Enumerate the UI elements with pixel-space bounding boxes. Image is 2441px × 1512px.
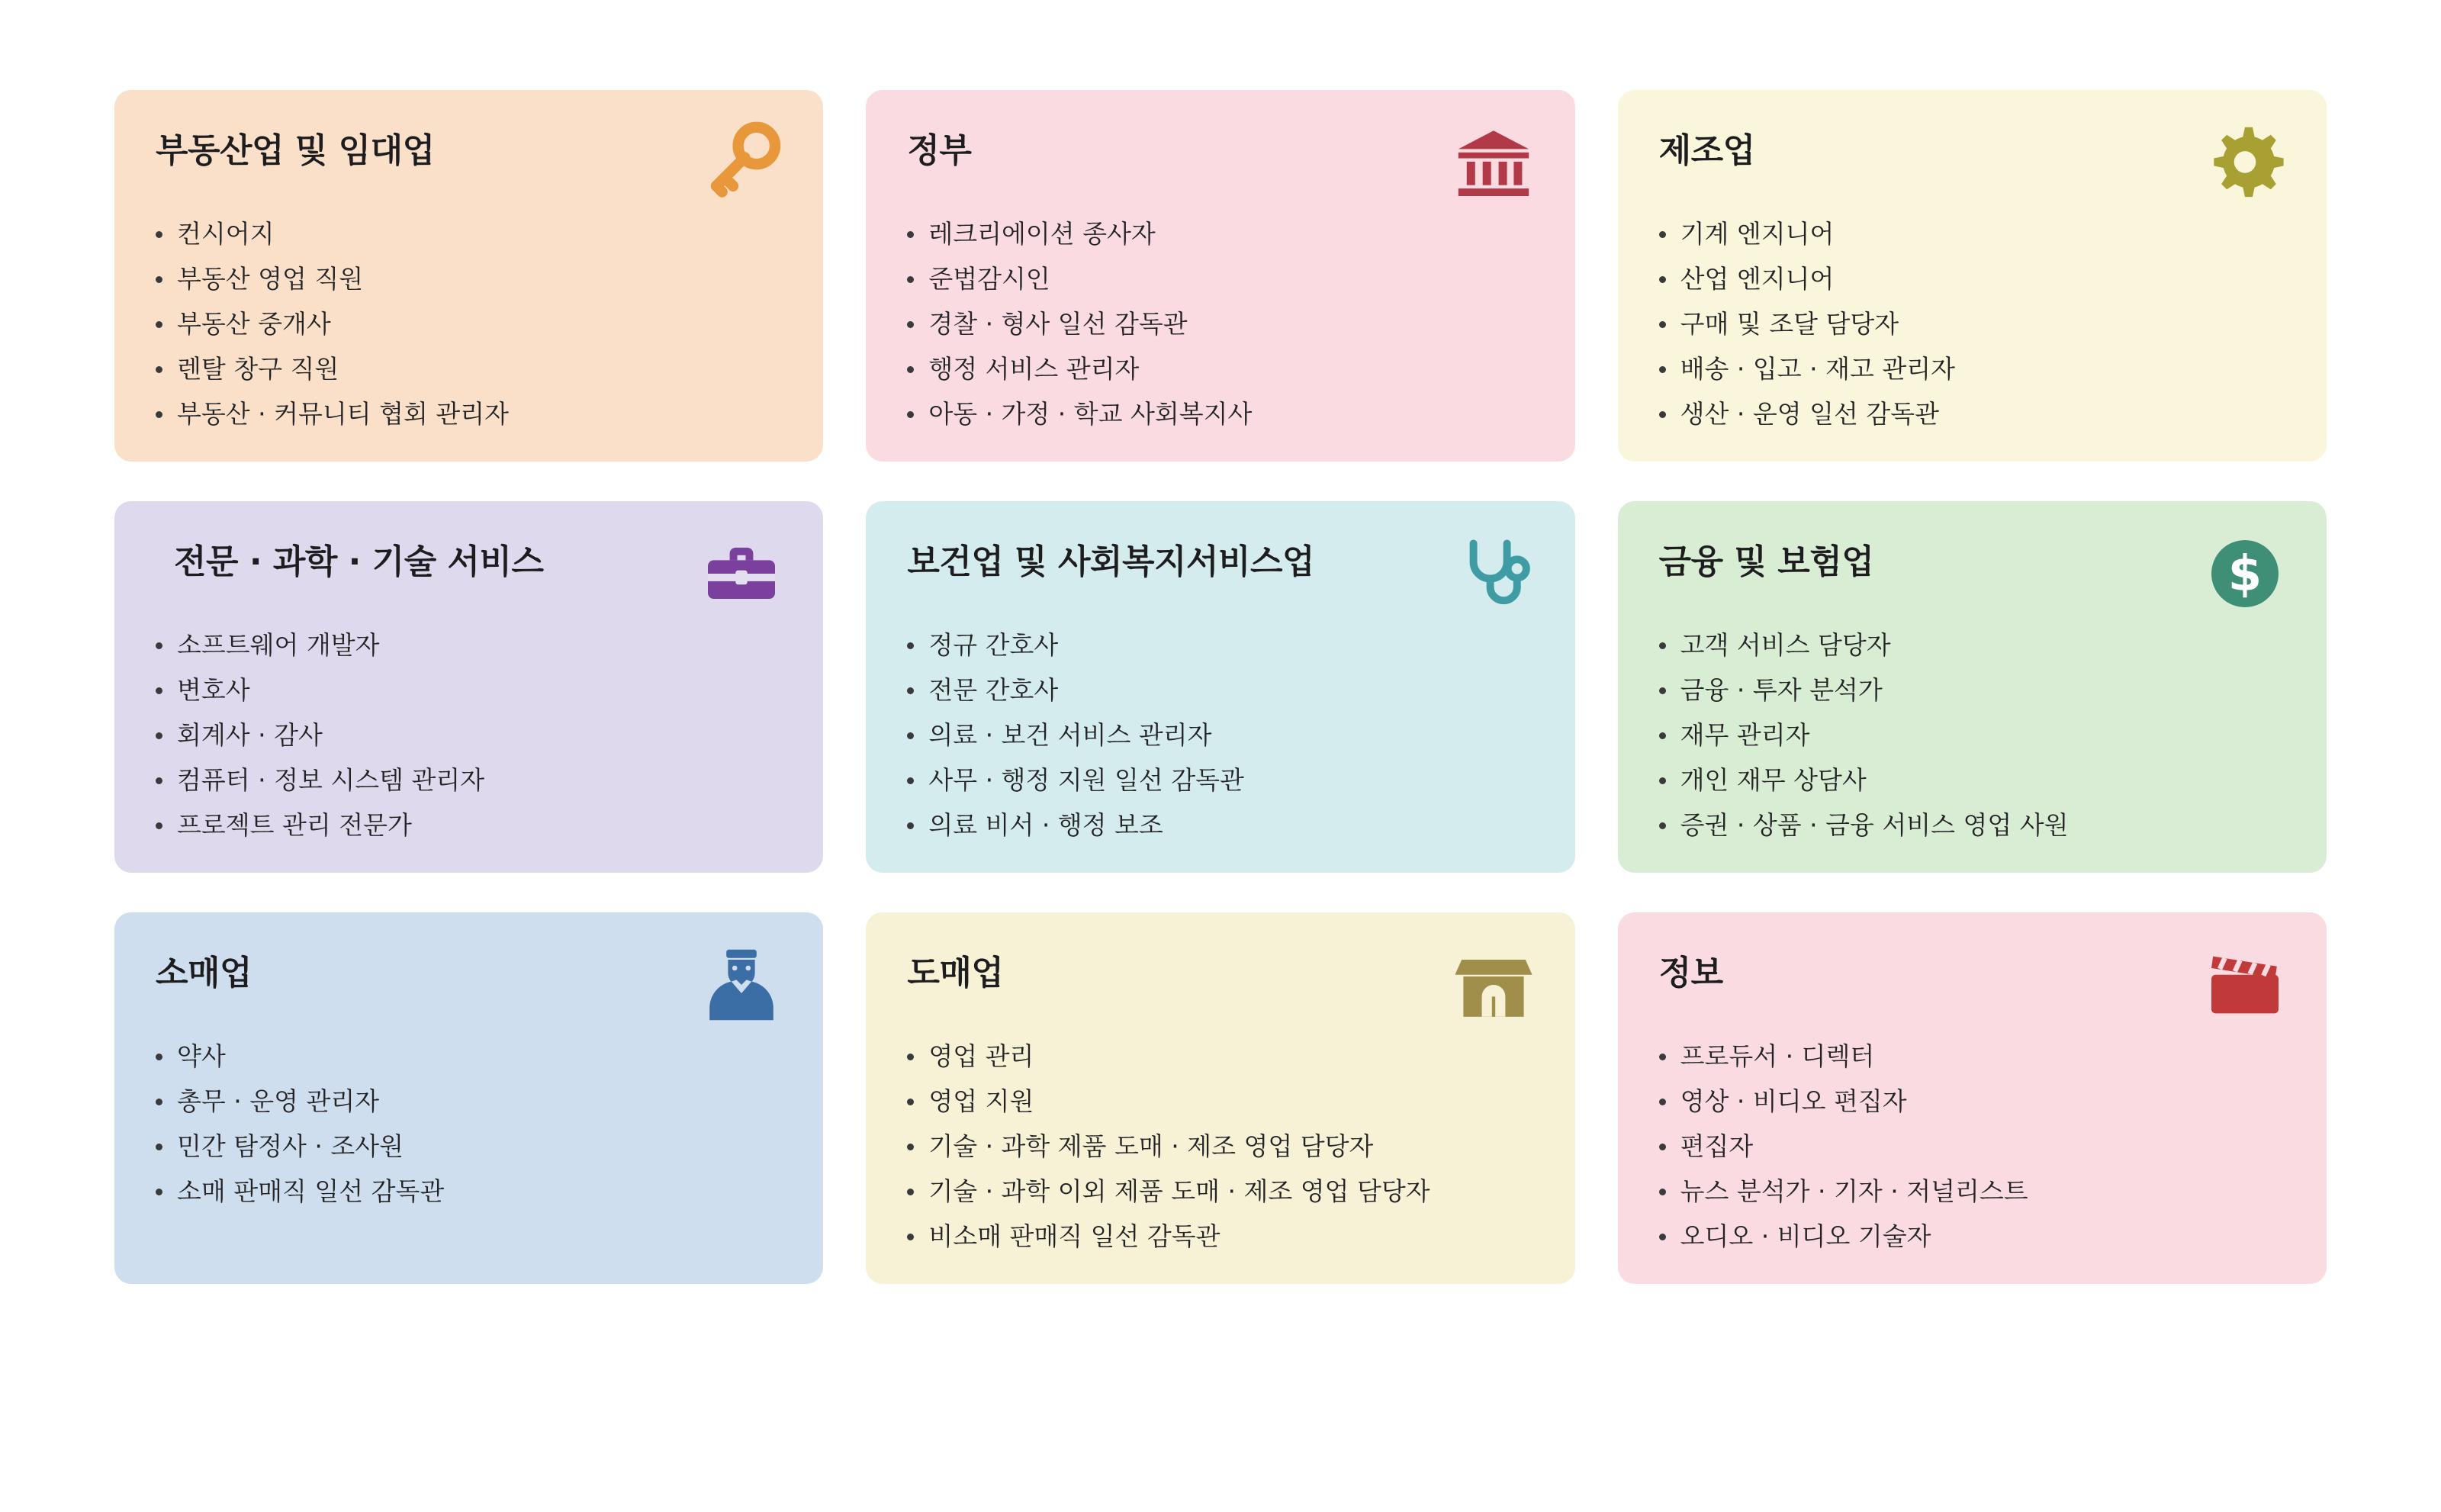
card-title: 도매업 <box>907 954 1004 992</box>
list-item: 경찰 · 형사 일선 감독관 <box>902 311 1538 336</box>
industry-card-health-social <box>866 501 1574 873</box>
list-item: 약사 <box>151 1044 786 1069</box>
card-header <box>151 122 786 207</box>
list-item: 금융 · 투자 분석가 <box>1655 677 2290 703</box>
occupation-list <box>902 632 1538 838</box>
key-icon <box>696 117 786 207</box>
list-item: 증권 · 상품 · 금융 서비스 영업 사원 <box>1655 812 2290 838</box>
list-item: 비소매 판매직 일선 감독관 <box>902 1224 1538 1249</box>
list-item: 회계사 · 감사 <box>151 722 786 748</box>
list-item: 기계 엔지니어 <box>1655 221 2290 246</box>
list-item: 민간 탐정사 · 조사원 <box>151 1134 786 1159</box>
industry-card-real-estate <box>114 90 823 462</box>
list-item: 고객 서비스 담당자 <box>1655 632 2290 658</box>
stethoscope-icon <box>1449 529 1539 619</box>
list-item: 변호사 <box>151 677 786 703</box>
card-title: 금융 및 보험업 <box>1658 542 1874 581</box>
occupation-list <box>902 219 1538 429</box>
industry-card-professional-science-tech <box>114 501 823 873</box>
card-title: 정부 <box>907 131 972 170</box>
list-item: 구매 및 조달 담당자 <box>1655 311 2290 336</box>
card-header <box>151 533 786 619</box>
occupation-list <box>1655 1041 2290 1251</box>
card-header <box>902 533 1538 619</box>
list-item: 부동산 영업 직원 <box>151 266 786 291</box>
list-item: 영업 관리 <box>902 1044 1538 1069</box>
dollar-icon <box>2200 529 2290 619</box>
briefcase-icon-svg <box>699 532 783 616</box>
gear-icon-svg <box>2203 121 2287 204</box>
list-item: 영상 · 비디오 편집자 <box>1655 1089 2290 1114</box>
list-item: 전문 간호사 <box>902 677 1538 703</box>
industry-card-finance-insurance <box>1618 501 2327 873</box>
occupation-list <box>151 1041 786 1206</box>
clapperboard-icon <box>2200 940 2290 1030</box>
card-header <box>151 944 786 1030</box>
list-item: 개인 재무 상담사 <box>1655 767 2290 793</box>
occupation-list <box>151 632 786 838</box>
list-item: 프로듀서 · 디렉터 <box>1655 1044 2290 1069</box>
industry-card-retail <box>114 912 823 1284</box>
card-header <box>902 944 1538 1030</box>
list-item: 정규 간호사 <box>902 632 1538 658</box>
list-item: 소프트웨어 개발자 <box>151 632 786 658</box>
card-title: 부동산업 및 임대업 <box>156 131 435 170</box>
list-item: 컨시어지 <box>151 221 786 246</box>
stethoscope-icon-svg <box>1452 532 1536 616</box>
store-icon-svg <box>1452 943 1536 1027</box>
clerk-person-icon <box>696 940 786 1030</box>
occupation-list <box>1655 219 2290 429</box>
list-item: 재무 관리자 <box>1655 722 2290 748</box>
card-header <box>1655 944 2290 1030</box>
clerk-person-icon-svg <box>699 943 783 1027</box>
list-item: 행정 서비스 관리자 <box>902 356 1538 381</box>
card-header <box>1655 122 2290 207</box>
list-item: 의료 비서 · 행정 보조 <box>902 812 1538 838</box>
list-item: 아동 · 가정 · 학교 사회복지사 <box>902 401 1538 426</box>
occupation-list <box>151 219 786 429</box>
industry-card-manufacturing <box>1618 90 2327 462</box>
list-item: 레크리에이션 종사자 <box>902 221 1538 246</box>
industry-card-information <box>1618 912 2327 1284</box>
list-item: 준법감시인 <box>902 266 1538 291</box>
list-item: 편집자 <box>1655 1134 2290 1159</box>
card-title: 보건업 및 사회복지서비스업 <box>907 542 1315 581</box>
list-item: 산업 엔지니어 <box>1655 266 2290 291</box>
industry-card-wholesale <box>866 912 1574 1284</box>
list-item: 렌탈 창구 직원 <box>151 356 786 381</box>
card-title: 소매업 <box>156 954 252 992</box>
list-item: 기술 · 과학 이외 제품 도매 · 제조 영업 담당자 <box>902 1179 1538 1204</box>
svg-text:$: $ <box>2227 546 2263 603</box>
card-title: 정보 <box>1658 954 1723 992</box>
list-item: 사무 · 행정 지원 일선 감독관 <box>902 767 1538 793</box>
card-grid <box>114 90 2327 1284</box>
list-item: 배송 · 입고 · 재고 관리자 <box>1655 356 2290 381</box>
list-item: 기술 · 과학 제품 도매 · 제조 영업 담당자 <box>902 1134 1538 1159</box>
list-item: 총무 · 운영 관리자 <box>151 1089 786 1114</box>
occupation-list <box>902 1041 1538 1251</box>
card-header <box>1655 533 2290 619</box>
store-icon <box>1449 940 1539 1030</box>
list-item: 부동산 중개사 <box>151 311 786 336</box>
gear-icon <box>2200 117 2290 207</box>
list-item: 소매 판매직 일선 감독관 <box>151 1179 786 1204</box>
card-title: 제조업 <box>1658 131 1755 170</box>
list-item: 영업 지원 <box>902 1089 1538 1114</box>
list-item: 오디오 · 비디오 기술자 <box>1655 1224 2290 1249</box>
card-title: 전문 · 과학 · 기술 서비스 <box>174 542 544 581</box>
bank-icon-svg <box>1452 121 1536 204</box>
occupation-list <box>1655 632 2290 838</box>
industry-card-government <box>866 90 1574 462</box>
dollar-icon-svg <box>2203 532 2287 616</box>
clapperboard-icon-svg <box>2203 943 2287 1027</box>
briefcase-icon <box>696 529 786 619</box>
list-item: 생산 · 운영 일선 감독관 <box>1655 401 2290 426</box>
list-item: 의료 · 보건 서비스 관리자 <box>902 722 1538 748</box>
key-icon-svg <box>699 121 783 204</box>
list-item: 프로젝트 관리 전문가 <box>151 812 786 838</box>
list-item: 부동산 · 커뮤니티 협회 관리자 <box>151 401 786 426</box>
list-item: 뉴스 분석가 · 기자 · 저널리스트 <box>1655 1179 2290 1204</box>
bank-icon <box>1449 117 1539 207</box>
list-item: 컴퓨터 · 정보 시스템 관리자 <box>151 767 786 793</box>
card-header <box>902 122 1538 207</box>
